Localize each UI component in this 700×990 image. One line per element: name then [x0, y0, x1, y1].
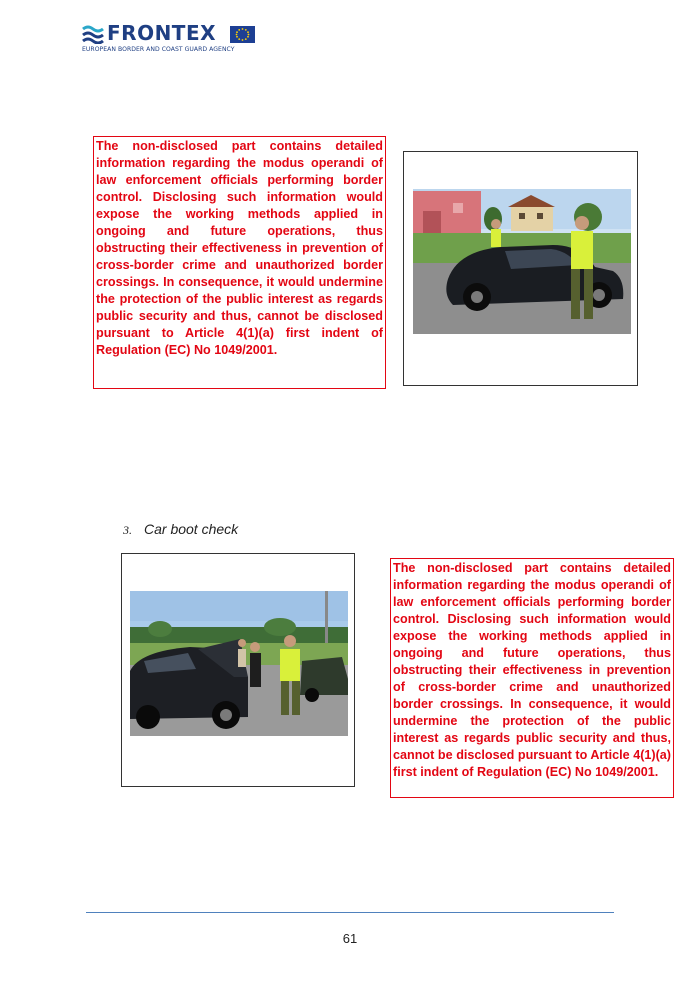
photo-frame-2 [121, 553, 355, 787]
section-title: Car boot check [144, 521, 239, 537]
redaction-text-1: The non-disclosed part contains detailed information regarding the modus operandi of law enforcement officials performing border control. Disclosing such information would expose the working methods applied in ongoing and future operations, thus obstructing their effectiveness in prevention of cross-border crime and unauthorized border crossings. In consequence, it would undermine the protection of the public interest as regards public security and thus, cannot be disclosed pursuant to Article 4(1)(a) first indent of Regulation (EC) No 1049/2001. [96, 139, 383, 357]
page-number: 61 [342, 931, 358, 946]
car-boot-check-photo [130, 591, 348, 736]
car-check-photo-1 [413, 189, 631, 334]
photo-frame-1 [403, 151, 638, 386]
section-heading [123, 521, 238, 538]
redaction-notice-2 [390, 558, 674, 798]
redaction-notice-1 [93, 136, 386, 389]
logo-subtitle: EUROPEAN BORDER AND COAST GUARD AGENCY [82, 46, 235, 53]
logo-name: FRONTEX [107, 21, 217, 45]
footer-divider [86, 912, 614, 913]
frontex-wave-icon [82, 24, 104, 44]
frontex-logo [82, 22, 262, 56]
eu-flag-icon [230, 26, 255, 43]
section-number: 3. [123, 523, 132, 537]
redaction-text-2: The non-disclosed part contains detailed information regarding the modus operandi of law enforcement officials performing border control. Disclosing such information would expose the working methods applied in ongoing and future operations, thus obstructing their effectiveness in prevention of cross-border crime and unauthorized border crossings. In consequence, it would undermine the protection of the public interest as regards public security and thus, cannot be disclosed pursuant to Article 4(1)(a) first indent of Regulation (EC) No 1049/2001. [393, 561, 671, 779]
